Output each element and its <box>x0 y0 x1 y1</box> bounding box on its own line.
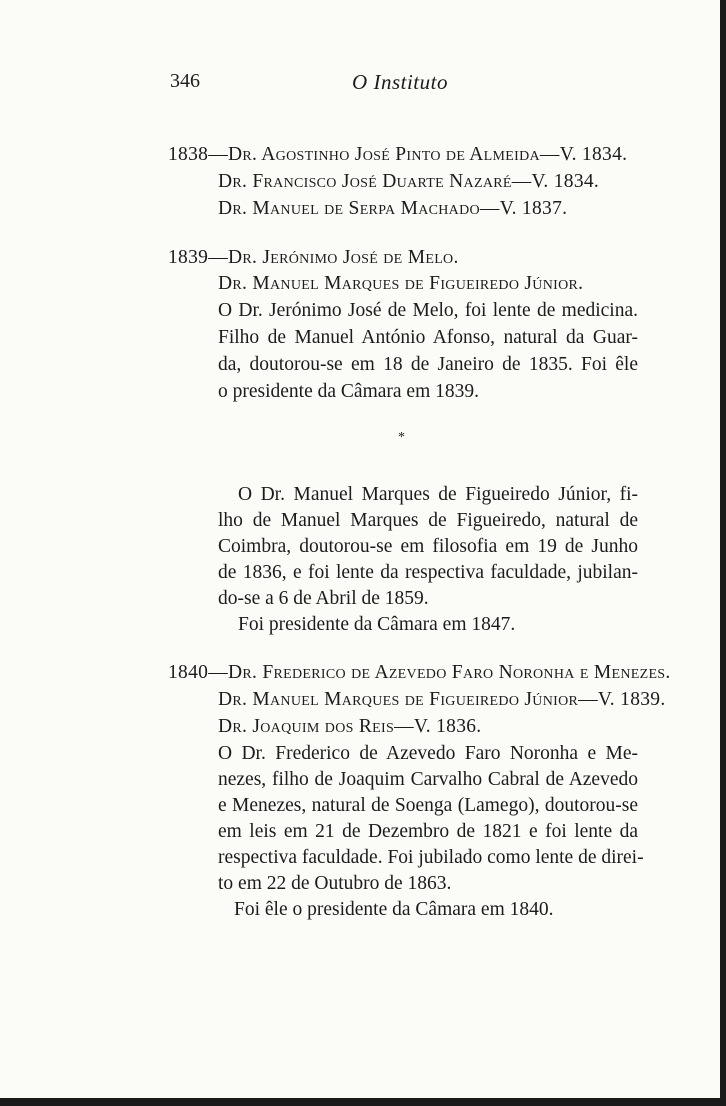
bio-line: da, doutorou-se em 18 de Janeiro de 1835. Foi êle <box>218 354 638 375</box>
entry-line: Dr. Manuel de Serpa Machado—V. 1837. <box>218 198 568 219</box>
bio-line: Foi presidente da Câmara em 1847. <box>238 614 516 635</box>
bio-line: lho de Manuel Marques de Figueiredo, natural de <box>218 510 638 531</box>
bio-line: e Menezes, natural de Soenga (Lamego), doutorou-se <box>218 795 638 816</box>
bio-line: o presidente da Câmara em 1839. <box>218 381 479 402</box>
bio-line: em leis em 21 de Dezembro de 1821 e foi lente da <box>218 821 638 842</box>
bio-line: to em 22 de Outubro de 1863. <box>218 873 452 894</box>
entry-line: Dr. Manuel Marques de Figueiredo Júnior—V. 1839. <box>218 689 666 710</box>
bio-line: Filho de Manuel António Afonso, natural da Guar- <box>218 327 638 348</box>
bio-line: Foi êle o presidente da Câmara em 1840. <box>234 899 554 920</box>
bio-line: de 1836, e foi lente da respectiva faculdade, jubilan- <box>218 562 638 583</box>
section-separator: * <box>398 430 405 445</box>
entry-line: Dr. Francisco José Duarte Nazaré—V. 1834. <box>218 171 600 192</box>
entry-line: Dr. Manuel Marques de Figueiredo Júnior. <box>218 273 584 294</box>
entry-year-line: 1839—Dr. Jerónimo José de Melo. <box>168 247 459 268</box>
entry-line: Dr. Joaquim dos Reis—V. 1836. <box>218 716 482 737</box>
bio-line: respectiva faculdade. Foi jubilado como lente de direi- <box>218 847 644 868</box>
bio-line: Coimbra, doutorou-se em filosofia em 19 de Junho <box>218 536 638 557</box>
bio-line: do-se a 6 de Abril de 1859. <box>218 588 429 609</box>
page-header <box>170 70 630 100</box>
bio-line: O Dr. Jerónimo José de Melo, foi lente de medicina. <box>218 300 638 321</box>
entry-year-line: 1838—Dr. Agostinho José Pinto de Almeida—V. 1834. <box>168 144 628 165</box>
page-number: 346 <box>170 70 200 92</box>
entry-year-line: 1840—Dr. Frederico de Azevedo Faro Noronha e Menezes. <box>168 662 671 683</box>
bio-line: nezes, filho de Joaquim Carvalho Cabral de Azevedo <box>218 769 638 790</box>
bio-line: O Dr. Frederico de Azevedo Faro Noronha e Me- <box>218 743 638 764</box>
running-title: O Instituto <box>352 70 448 94</box>
bio-line: O Dr. Manuel Marques de Figueiredo Júnior, fi- <box>238 484 638 505</box>
